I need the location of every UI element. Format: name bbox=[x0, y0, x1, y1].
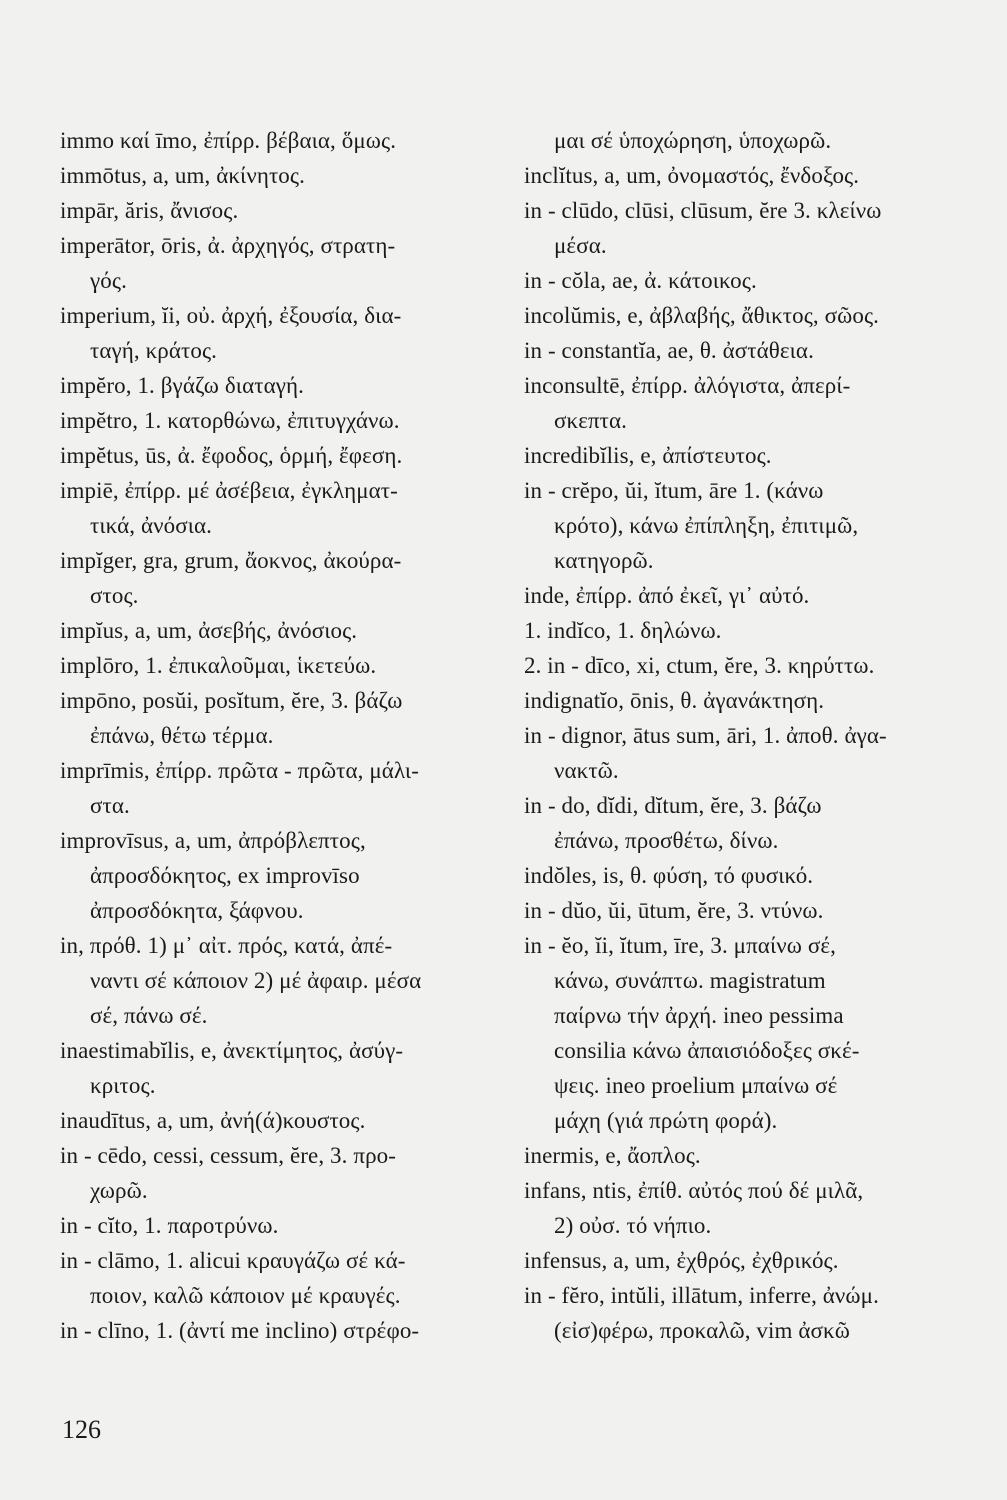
text-line: in - dignor, ātus sum, āri, 1. ἀποθ. ἀγα- bbox=[524, 723, 887, 748]
text-line: μέσα. bbox=[554, 233, 607, 258]
text-line: ναντι σέ κάποιον 2) μέ ἀφαιρ. μέσα bbox=[90, 968, 422, 993]
text-line: νακτῶ. bbox=[554, 758, 619, 783]
text-line: μαι σέ ὑποχώρηση, ὑποχωρῶ. bbox=[554, 128, 832, 153]
text-line: ψεις. ineo proelium μπαίνω σέ bbox=[554, 1073, 838, 1098]
text-line: in - clāmo, 1. alicui κραυγάζω σέ κά- bbox=[60, 1248, 406, 1273]
text-line: ἀπροσδόκητος, ex improvīso bbox=[90, 863, 360, 888]
text-line: ταγή, κράτος. bbox=[90, 338, 218, 363]
text-line: ἐπάνω, θέτω τέρμα. bbox=[90, 723, 274, 748]
text-line: impōno, posŭi, posĭtum, ĕre, 3. βάζω bbox=[60, 688, 403, 713]
text-line: impĭger, gra, grum, ἄοκνος, ἀκούρα- bbox=[60, 548, 402, 573]
text-line: improvīsus, a, um, ἀπρόβλεπτος, bbox=[60, 828, 366, 853]
text-line: infans, ntis, ἐπίθ. αὐτός πού δέ μιλᾶ, bbox=[524, 1178, 864, 1203]
text-line: παίρνω τήν ἀρχή. ineo pessima bbox=[554, 1003, 844, 1028]
text-line: σκεπτα. bbox=[554, 408, 628, 433]
text-line: imperātor, ōris, ἀ. ἀρχηγός, στρατη- bbox=[60, 233, 396, 258]
text-line: in - cēdo, cessi, cessum, ĕre, 3. προ- bbox=[60, 1143, 397, 1168]
text-line: impĕro, 1. βγάζω διαταγή. bbox=[60, 373, 304, 398]
text-line: incolŭmis, e, ἀβλαβής, ἄθικτος, σῶος. bbox=[524, 303, 880, 328]
text-line: in - clīno, 1. (ἀντί me inclino) στρέφο- bbox=[60, 1318, 420, 1343]
text-line: immōtus, a, um, ἀκίνητος. bbox=[60, 163, 305, 188]
text-line: χωρῶ. bbox=[90, 1178, 148, 1203]
text-line: in - cĭto, 1. παροτρύνω. bbox=[60, 1213, 279, 1238]
text-line: κρότο), κάνω ἐπίπληξη, ἐπιτιμῶ, bbox=[554, 513, 859, 538]
text-line: impĕtro, 1. κατορθώνω, ἐπιτυγχάνω. bbox=[60, 408, 400, 433]
text-line: κάνω, συνάπτω. magistratum bbox=[554, 968, 826, 993]
text-line: inaestimabĭlis, e, ἀνεκτίμητος, ἀσύγ- bbox=[60, 1038, 404, 1063]
text-line: immo καί īmo, ἐπίρρ. βέβαια, ὅμως. bbox=[60, 128, 397, 153]
text-line: ἀπροσδόκητα, ξάφνου. bbox=[90, 898, 304, 923]
text-line: in - dŭo, ŭi, ūtum, ĕre, 3. ντύνω. bbox=[524, 898, 824, 923]
text-line: implōro, 1. ἐπικαλοῦμαι, ἱκετεύω. bbox=[60, 653, 377, 678]
text-line: 2) οὐσ. τό νήπιο. bbox=[554, 1213, 712, 1238]
text-line: in, πρόθ. 1) μ᾽ αἰτ. πρός, κατά, ἀπέ- bbox=[60, 933, 393, 958]
text-line: σέ, πάνω σέ. bbox=[90, 1003, 208, 1028]
text-line: 1. indĭco, 1. δηλώνω. bbox=[524, 618, 722, 643]
text-line: indignatĭo, ōnis, θ. ἀγανάκτηση. bbox=[524, 688, 825, 713]
text-line: incredibĭlis, e, ἀπίστευτος. bbox=[524, 443, 772, 468]
text-line: in - ĕo, ĭi, ĭtum, īre, 3. μπαίνω σέ, bbox=[524, 933, 836, 958]
text-line: μάχη (γιά πρώτη φορά). bbox=[554, 1108, 778, 1133]
text-line: indŏles, is, θ. φύση, τό φυσικό. bbox=[524, 863, 814, 888]
text-line: impiē, ἐπίρρ. μέ ἀσέβεια, ἐγκληματ- bbox=[60, 478, 398, 503]
text-line: inaudītus, a, um, ἀνή(ά)κουστος. bbox=[60, 1108, 366, 1133]
text-line: γός. bbox=[90, 268, 127, 293]
text-line: impĕtus, ūs, ἀ. ἔφοδος, ὁρμή, ἔφεση. bbox=[60, 443, 403, 468]
text-line: imperium, ĭi, οὐ. ἀρχή, ἐξουσία, δια- bbox=[60, 303, 402, 328]
text-line: in - cŏla, ae, ἀ. κάτοικος. bbox=[524, 268, 757, 293]
text-line: κατηγορῶ. bbox=[554, 548, 654, 573]
text-line: consilia κάνω ἀπαισιόδοξες σκέ- bbox=[554, 1038, 860, 1063]
text-line: impār, ăris, ἄνισος. bbox=[60, 198, 239, 223]
text-line: impĭus, a, um, ἀσεβής, ἀνόσιος. bbox=[60, 618, 358, 643]
text-line: κριτος. bbox=[90, 1073, 156, 1098]
text-line: imprīmis, ἐπίρρ. πρῶτα - πρῶτα, μάλι- bbox=[60, 758, 419, 783]
text-line: in - clūdo, clūsi, clūsum, ĕre 3. κλείνω bbox=[524, 198, 882, 223]
text-line: τικά, ἀνόσια. bbox=[90, 513, 213, 538]
text-line: in - crĕpo, ŭi, ĭtum, āre 1. (κάνω bbox=[524, 478, 824, 503]
text-line: inermis, e, ἄοπλος. bbox=[524, 1143, 701, 1168]
text-line: inclĭtus, a, um, ὀνομαστός, ἔνδοξος. bbox=[524, 163, 860, 188]
text-line: infensus, a, um, ἐχθρός, ἐχθρικός. bbox=[524, 1248, 839, 1273]
text-line: 2. in - dīco, xi, ctum, ĕre, 3. κηρύττω. bbox=[524, 653, 875, 678]
text-line: στος. bbox=[90, 583, 139, 608]
text-line: in - constantĭa, ae, θ. ἀστάθεια. bbox=[524, 338, 814, 363]
page-number: 126 bbox=[62, 1415, 101, 1444]
text-line: ποιον, καλῶ κάποιον μέ κραυγές. bbox=[90, 1283, 401, 1308]
text-line: στα. bbox=[90, 793, 130, 818]
text-line: (εἰσ)φέρω, προκαλῶ, vim ἀσκῶ bbox=[554, 1318, 850, 1343]
text-line: ἐπάνω, προσθέτω, δίνω. bbox=[554, 828, 779, 853]
text-line: inde, ἐπίρρ. ἀπό ἐκεῖ, γι᾽ αὐτό. bbox=[524, 583, 810, 608]
text-line: in - fĕro, intŭli, illātum, inferre, ἀνώμ. bbox=[524, 1283, 879, 1308]
text-line: in - do, dĭdi, dĭtum, ĕre, 3. βάζω bbox=[524, 793, 822, 818]
text-line: inconsultē, ἐπίρρ. ἀλόγιστα, ἀπερί- bbox=[524, 373, 851, 398]
